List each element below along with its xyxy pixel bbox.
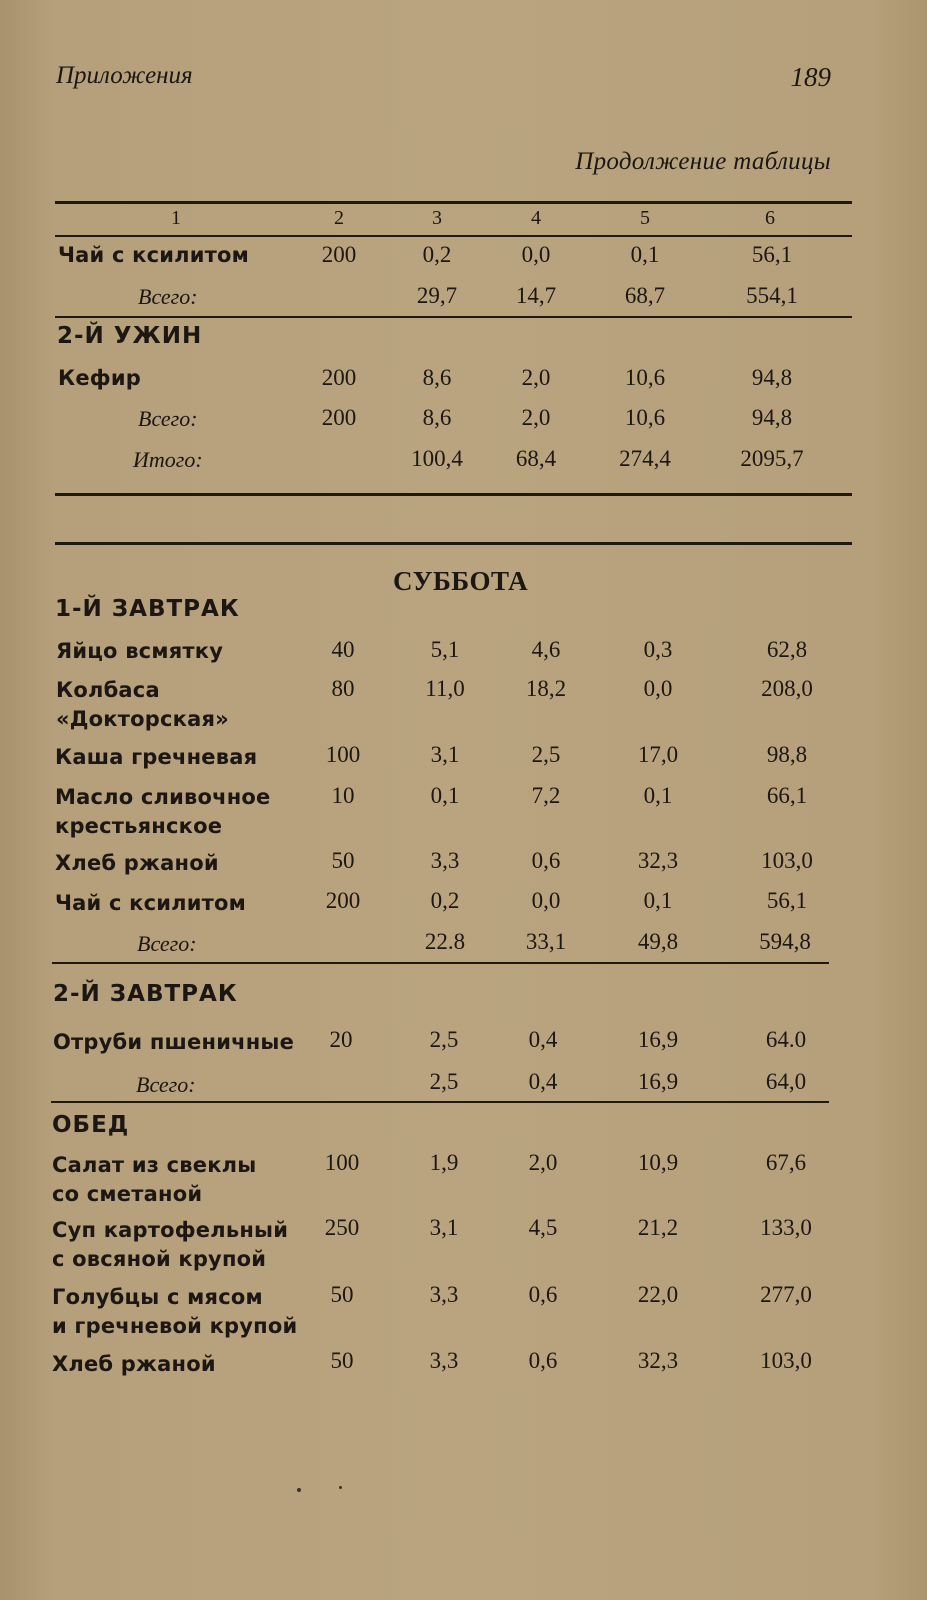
row-fat: 2,0 (528, 1150, 558, 1175)
row-protein: 1,9 (429, 1150, 459, 1175)
row-fat: 18,2 (525, 676, 567, 701)
row-protein: 8,6 (422, 365, 452, 390)
row-carbs: 0,1 (643, 888, 673, 913)
row-kcal: 67,6 (765, 1150, 807, 1175)
total-protein: 2,5 (429, 1069, 459, 1094)
row-carbs: 0,0 (643, 676, 673, 701)
row-weight: 50 (330, 1282, 354, 1307)
row-protein: 0,2 (430, 888, 460, 913)
row-protein: 2,5 (429, 1027, 459, 1052)
row-protein: 0,1 (430, 783, 460, 808)
section-rule (55, 316, 852, 318)
total-kcal: 554,1 (746, 283, 798, 308)
row-name-line2: крестьянское (55, 814, 223, 838)
row-kcal: 94,8 (751, 365, 793, 390)
day-heading: СУББОТА (393, 566, 529, 596)
total-label: Всего: (138, 406, 198, 431)
total-fat: 33,1 (525, 929, 567, 954)
row-fat: 0,4 (528, 1027, 558, 1052)
total-fat: 14,7 (515, 283, 557, 308)
row-name: Каша гречневая (55, 745, 258, 769)
row-carbs: 32,3 (637, 1348, 679, 1373)
running-header: Приложения (56, 62, 193, 89)
row-name-line2: и гречневой крупой (52, 1314, 298, 1338)
row-kcal: 103,0 (760, 1348, 812, 1373)
row-fat: 2,5 (531, 742, 561, 767)
row-fat: 0,6 (531, 848, 561, 873)
grand-total-carbs: 274,4 (619, 446, 671, 471)
row-fat: 0,0 (521, 242, 551, 267)
row-fat: 4,6 (531, 637, 561, 662)
row-weight: 20 (329, 1027, 353, 1052)
row-kcal: 56,1 (751, 242, 793, 267)
total-kcal: 94,8 (751, 405, 793, 430)
row-kcal: 98,8 (766, 742, 808, 767)
row-name-line1: Салат из свеклы (52, 1153, 257, 1177)
row-name-line1: Масло сливочное (55, 785, 271, 809)
row-carbs: 17,0 (637, 742, 679, 767)
row-weight: 100 (325, 742, 361, 767)
row-name: Отруби пшеничные (53, 1030, 295, 1054)
column-header-3: 3 (432, 207, 442, 229)
row-name: Яйцо всмятку (56, 639, 224, 663)
total-fat: 0,4 (528, 1069, 558, 1094)
total-carbs: 68,7 (624, 283, 666, 308)
meal-heading-lunch: ОБЕД (52, 1112, 130, 1138)
meal-heading-breakfast-1: 1-Й ЗАВТРАК (55, 596, 240, 622)
row-carbs: 0,3 (643, 637, 673, 662)
row-carbs: 10,9 (637, 1150, 679, 1175)
row-protein: 3,1 (429, 1215, 459, 1240)
row-name-line1: Колбаса (56, 678, 160, 702)
print-speck (297, 1488, 301, 1492)
grand-total-label: Итого: (133, 447, 203, 472)
total-kcal: 594,8 (759, 929, 811, 954)
row-weight: 50 (330, 1348, 354, 1373)
total-label: Всего: (137, 931, 197, 956)
column-header-1: 1 (171, 207, 181, 229)
row-weight: 200 (325, 888, 361, 913)
row-fat: 0,6 (528, 1348, 558, 1373)
row-carbs: 16,9 (637, 1027, 679, 1052)
row-carbs: 21,2 (637, 1215, 679, 1240)
print-speck (339, 1486, 342, 1489)
row-weight: 250 (324, 1215, 360, 1240)
row-fat: 7,2 (531, 783, 561, 808)
row-protein: 0,2 (422, 242, 452, 267)
row-weight: 80 (331, 676, 355, 701)
row-protein: 3,1 (430, 742, 460, 767)
row-carbs: 32,3 (637, 848, 679, 873)
table-header-rule (55, 235, 852, 237)
row-kcal: 56,1 (766, 888, 808, 913)
row-kcal: 66,1 (766, 783, 808, 808)
grand-total-kcal: 2095,7 (740, 446, 804, 471)
total-label: Всего: (136, 1072, 196, 1097)
row-weight: 100 (324, 1150, 360, 1175)
grand-total-fat: 68,4 (515, 446, 557, 471)
row-weight: 10 (331, 783, 355, 808)
section-rule (52, 962, 829, 964)
row-name-line2: со сметаной (52, 1182, 203, 1206)
row-kcal: 103,0 (761, 848, 813, 873)
row-name: Чай с ксилитом (58, 243, 250, 267)
column-header-4: 4 (531, 207, 541, 229)
total-label: Всего: (138, 284, 198, 309)
row-name-line2: «Докторская» (56, 707, 229, 731)
total-protein: 29,7 (416, 283, 458, 308)
row-kcal: 62,8 (766, 637, 808, 662)
row-kcal: 64.0 (765, 1027, 807, 1052)
row-kcal: 208,0 (761, 676, 813, 701)
row-fat: 0,0 (531, 888, 561, 913)
grand-total-protein: 100,4 (411, 446, 463, 471)
total-carbs: 16,9 (637, 1069, 679, 1094)
row-name-line1: Голубцы с мясом (52, 1285, 263, 1309)
row-protein: 11,0 (425, 676, 465, 701)
row-protein: 3,3 (430, 848, 460, 873)
row-name-line1: Суп картофельный (52, 1218, 289, 1242)
total-protein: 8,6 (422, 405, 452, 430)
column-header-6: 6 (765, 207, 775, 229)
row-weight: 200 (321, 242, 357, 267)
section-rule (51, 1101, 829, 1103)
page-number: 189 (790, 62, 831, 92)
row-carbs: 10,6 (624, 365, 666, 390)
total-carbs: 10,6 (624, 405, 666, 430)
row-kcal: 133,0 (760, 1215, 812, 1240)
meal-heading-dinner-2: 2-Й УЖИН (57, 323, 203, 349)
row-carbs: 0,1 (630, 242, 660, 267)
row-carbs: 22,0 (637, 1282, 679, 1307)
row-name-line2: с овсяной крупой (52, 1247, 267, 1271)
meal-heading-breakfast-2: 2-Й ЗАВТРАК (53, 981, 238, 1007)
row-protein: 3,3 (429, 1282, 459, 1307)
table-continuation-label: Продолжение таблицы (575, 148, 831, 175)
row-name: Хлеб ржаной (55, 851, 219, 875)
row-name: Чай с ксилитом (55, 891, 247, 915)
row-weight: 200 (321, 365, 357, 390)
row-name: Хлеб ржаной (52, 1352, 216, 1376)
row-protein: 3,3 (429, 1348, 459, 1373)
row-fat: 2,0 (521, 365, 551, 390)
total-carbs: 49,8 (637, 929, 679, 954)
column-header-2: 2 (334, 207, 344, 229)
total-protein: 22.8 (424, 929, 466, 954)
day-end-rule (55, 493, 852, 496)
column-header-5: 5 (640, 207, 650, 229)
day-start-rule (55, 542, 852, 545)
row-fat: 4,5 (528, 1215, 558, 1240)
total-fat: 2,0 (521, 405, 551, 430)
total-weight: 200 (321, 405, 357, 430)
row-fat: 0,6 (528, 1282, 558, 1307)
table-top-rule (55, 201, 852, 204)
total-kcal: 64,0 (765, 1069, 807, 1094)
row-kcal: 277,0 (760, 1282, 812, 1307)
row-weight: 50 (331, 848, 355, 873)
row-protein: 5,1 (430, 637, 460, 662)
row-name: Кефир (58, 366, 141, 390)
row-weight: 40 (331, 637, 355, 662)
row-carbs: 0,1 (643, 783, 673, 808)
